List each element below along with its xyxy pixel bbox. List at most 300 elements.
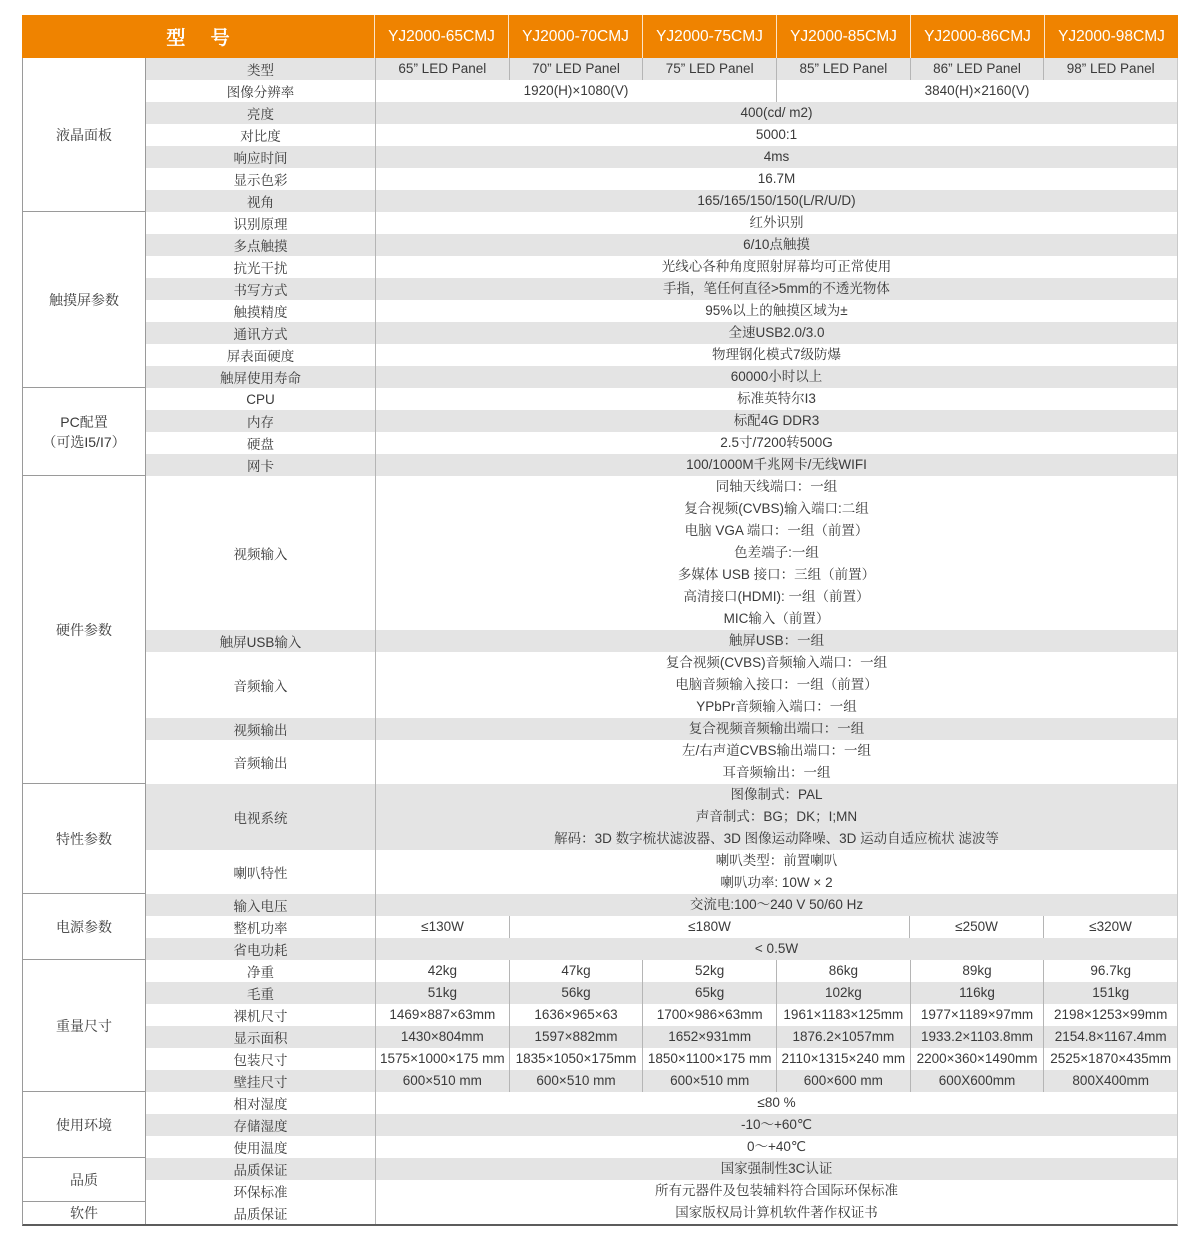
- spec-value-line: 2525×1870×435mm: [1050, 1051, 1172, 1066]
- spec-value-cells: [376, 58, 1177, 80]
- spec-value-cell: [776, 58, 910, 80]
- section-label: [23, 388, 146, 476]
- spec-value-line: < 0.5W: [754, 941, 799, 956]
- spec-value-line: ≤180W: [688, 919, 731, 934]
- section-rows: [146, 960, 1177, 1092]
- spec-value-cells: [376, 982, 1177, 1004]
- spec-value-line: 100/1000M千兆网卡/无线WIFI: [686, 457, 867, 472]
- spec-value-line: 电脑音频输入接口：一组（前置）: [675, 677, 878, 692]
- spec-attr-label: 识别原理: [146, 212, 376, 234]
- spec-value-line: 65” LED Panel: [398, 61, 487, 76]
- spec-value-cell: [376, 1004, 509, 1026]
- spec-value-line: 1430×804mm: [400, 1029, 484, 1044]
- spec-value-cells: [376, 1158, 1177, 1180]
- spec-attr-label: 图像分辨率: [146, 80, 376, 102]
- spec-attr-label: 视频输入: [146, 476, 376, 630]
- spec-value-cells: [376, 630, 1177, 652]
- spec-attr-label: 品质保证: [146, 1158, 376, 1180]
- spec-attr-label: 音频输入: [146, 652, 376, 718]
- spec-section: [23, 894, 1177, 960]
- spec-value-cell: [376, 960, 509, 982]
- spec-row: [146, 102, 1177, 124]
- spec-value-cells: [376, 80, 1177, 102]
- spec-value-cells: [376, 234, 1177, 256]
- spec-value-line: 165/165/150/150(L/R/U/D): [697, 193, 856, 208]
- spec-value-cell: [1043, 1070, 1177, 1092]
- spec-value-line: 左/右声道CVBS输出端口：一组: [681, 743, 871, 758]
- spec-value-line: 95%以上的触摸区域为±: [705, 303, 848, 318]
- spec-value-line: 1597×882mm: [534, 1029, 618, 1044]
- section-label: [23, 1092, 146, 1158]
- spec-value-cell: [376, 432, 1177, 454]
- section-label-line: 触摸屏参数: [49, 291, 119, 308]
- spec-value-cell: [642, 1048, 776, 1070]
- spec-value-cells: [376, 1180, 1177, 1202]
- spec-value-cell: [509, 1048, 643, 1070]
- spec-value-line: 60000小时以上: [730, 369, 823, 384]
- spec-row: [146, 960, 1177, 982]
- spec-value-cell: [910, 1026, 1044, 1048]
- spec-value-line: 600×600 mm: [803, 1073, 883, 1088]
- spec-attr-label: 裸机尺寸: [146, 1004, 376, 1026]
- spec-value-cell: [642, 1070, 776, 1092]
- spec-value-line: MIC输入（前置）: [723, 611, 830, 626]
- header-model-column: YJ2000-86CMJ: [910, 15, 1044, 58]
- spec-value-cell: [376, 476, 1177, 630]
- spec-row: [146, 1070, 1177, 1092]
- spec-attr-label: 电视系统: [146, 784, 376, 850]
- spec-value-cells: [376, 410, 1177, 432]
- section-rows: [146, 58, 1177, 212]
- spec-value-line: 52kg: [695, 963, 725, 978]
- spec-value-line: 1961×1183×125mm: [783, 1007, 904, 1022]
- spec-value-line: 47kg: [561, 963, 591, 978]
- spec-value-line: 2110×1315×240 mm: [781, 1051, 906, 1066]
- spec-value-line: 1835×1050×175mm: [515, 1051, 637, 1066]
- spec-value-cell: [642, 1026, 776, 1048]
- spec-section: [23, 212, 1177, 388]
- section-rows: [146, 388, 1177, 476]
- spec-value-cells: [376, 1114, 1177, 1136]
- spec-row: [146, 432, 1177, 454]
- spec-value-cells: [376, 740, 1177, 784]
- spec-row: [146, 124, 1177, 146]
- spec-row: [146, 168, 1177, 190]
- spec-row: [146, 1092, 1177, 1114]
- section-label-line: 品质: [70, 1171, 98, 1188]
- spec-row: [146, 476, 1177, 630]
- spec-value-cell: [509, 1004, 643, 1026]
- spec-row: [146, 1114, 1177, 1136]
- spec-value-cells: [376, 124, 1177, 146]
- section-label: [23, 960, 146, 1092]
- spec-row: [146, 344, 1177, 366]
- spec-value-line: 5000:1: [755, 127, 798, 142]
- spec-value-cell: [376, 938, 1177, 960]
- spec-value-line: 多媒体 USB 接口：三组（前置）: [677, 567, 876, 582]
- spec-value-cells: [376, 938, 1177, 960]
- spec-value-cells: [376, 960, 1177, 982]
- spec-value-cell: [376, 1070, 509, 1092]
- spec-value-cells: [376, 432, 1177, 454]
- header-model-column: YJ2000-85CMJ: [776, 15, 910, 58]
- spec-value-line: ≤80 %: [757, 1095, 796, 1110]
- spec-value-line: 复合视频(CVBS)输入端口:二组: [684, 501, 869, 516]
- spec-value-line: 75” LED Panel: [665, 61, 754, 76]
- spec-value-line: 1700×986×63mm: [656, 1007, 763, 1022]
- spec-value-line: 1977×1189×97mm: [920, 1007, 1034, 1022]
- spec-value-cell: [376, 300, 1177, 322]
- spec-value-cell: [776, 960, 910, 982]
- spec-attr-label: 视频输出: [146, 718, 376, 740]
- spec-value-line: 600×510 mm: [536, 1073, 616, 1088]
- spec-value-cell: [376, 80, 776, 102]
- spec-value-cell: [376, 1202, 1177, 1224]
- spec-value-cell: [376, 58, 509, 80]
- section-rows: [146, 476, 1177, 784]
- spec-value-cells: [376, 322, 1177, 344]
- spec-attr-label: 通讯方式: [146, 322, 376, 344]
- section-label: [23, 212, 146, 388]
- spec-value-cells: [376, 212, 1177, 234]
- spec-row: [146, 58, 1177, 80]
- spec-attr-label: CPU: [146, 388, 376, 410]
- spec-row: [146, 212, 1177, 234]
- spec-value-line: 耳音频输出：一组: [722, 765, 831, 780]
- spec-value-line: 56kg: [561, 985, 591, 1000]
- section-label: [23, 1202, 146, 1224]
- spec-row: [146, 1158, 1177, 1180]
- section-label-line: 软件: [70, 1205, 98, 1221]
- spec-attr-label: 显示面积: [146, 1026, 376, 1048]
- spec-value-line: 手指，笔任何直径>5mm的不透光物体: [663, 281, 890, 296]
- spec-value-cell: [376, 1158, 1177, 1180]
- spec-row: [146, 1026, 1177, 1048]
- spec-attr-label: 壁挂尺寸: [146, 1070, 376, 1092]
- spec-value-line: 1469×887×63mm: [389, 1007, 496, 1022]
- spec-value-line: 物理钢化模式7级防爆: [711, 347, 841, 362]
- spec-row: [146, 388, 1177, 410]
- spec-value-line: 600X600mm: [938, 1073, 1016, 1088]
- spec-value-line: 1575×1000×175 mm: [380, 1051, 505, 1066]
- spec-attr-label: 网卡: [146, 454, 376, 476]
- spec-value-line: 600×510 mm: [670, 1073, 750, 1088]
- spec-section: [23, 58, 1177, 212]
- section-rows: [146, 894, 1177, 960]
- spec-value-cells: [376, 1092, 1177, 1114]
- spec-value-line: 86kg: [828, 963, 858, 978]
- section-label-line: 使用环境: [56, 1116, 112, 1133]
- spec-attr-label: 音频输出: [146, 740, 376, 784]
- section-label-line: 硬件参数: [56, 621, 112, 638]
- spec-attr-label: 喇叭特性: [146, 850, 376, 894]
- spec-value-line: 复合视频(CVBS)音频输入端口：一组: [665, 655, 888, 670]
- section-rows: [146, 1158, 1177, 1202]
- spec-value-line: 光线心各种角度照射屏幕均可正常使用: [661, 259, 892, 274]
- spec-value-cells: [376, 652, 1177, 718]
- spec-value-cells: [376, 102, 1177, 124]
- spec-row: [146, 1180, 1177, 1202]
- spec-value-line: 电脑 VGA 端口：一组（前置）: [684, 523, 869, 538]
- spec-value-cell: [376, 916, 509, 938]
- header-model-column: YJ2000-65CMJ: [374, 15, 508, 58]
- spec-row: [146, 256, 1177, 278]
- spec-value-line: 96.7kg: [1090, 963, 1131, 978]
- spec-value-line: 国家版权局计算机软件著作权证书: [675, 1205, 878, 1220]
- spec-value-cells: [376, 1136, 1177, 1158]
- spec-value-cell: [376, 1114, 1177, 1136]
- spec-row: [146, 1136, 1177, 1158]
- spec-value-cell: [1043, 960, 1177, 982]
- spec-value-line: 2.5寸/7200转500G: [720, 435, 833, 450]
- spec-attr-label: 输入电压: [146, 894, 376, 916]
- spec-value-cells: [376, 1004, 1177, 1026]
- spec-value-cell: [376, 1092, 1177, 1114]
- spec-value-cell: [376, 894, 1177, 916]
- spec-attr-label: 包装尺寸: [146, 1048, 376, 1070]
- spec-value-cell: [376, 982, 509, 1004]
- spec-value-line: 图像制式：PAL: [730, 787, 823, 802]
- section-rows: [146, 1092, 1177, 1158]
- spec-value-line: 喇叭类型：前置喇叭: [715, 853, 838, 868]
- spec-value-cell: [776, 1004, 910, 1026]
- spec-value-cells: [376, 278, 1177, 300]
- spec-value-line: 同轴天线端口：一组: [715, 479, 838, 494]
- spec-attr-label: 视角: [146, 190, 376, 212]
- section-label-line: 液晶面板: [56, 126, 112, 143]
- spec-value-line: 600×510 mm: [402, 1073, 482, 1088]
- spec-attr-label: 亮度: [146, 102, 376, 124]
- spec-value-cells: [376, 784, 1177, 850]
- spec-row: [146, 300, 1177, 322]
- spec-attr-label: 显示色彩: [146, 168, 376, 190]
- spec-row: [146, 454, 1177, 476]
- spec-value-line: 1920(H)×1080(V): [523, 83, 629, 98]
- spec-attr-label: 使用温度: [146, 1136, 376, 1158]
- spec-value-cell: [509, 1026, 643, 1048]
- spec-row: [146, 784, 1177, 850]
- spec-table: [22, 15, 1178, 1226]
- spec-value-cell: [509, 982, 643, 1004]
- spec-value-line: 89kg: [962, 963, 992, 978]
- spec-value-cell: [376, 718, 1177, 740]
- spec-value-line: 所有元器件及包装辅料符合国际环保标准: [655, 1183, 898, 1198]
- spec-row: [146, 234, 1177, 256]
- spec-row: [146, 80, 1177, 102]
- spec-value-cells: [376, 366, 1177, 388]
- spec-value-cells: [376, 718, 1177, 740]
- spec-value-cell: [376, 146, 1177, 168]
- spec-row: [146, 938, 1177, 960]
- table-header: [22, 15, 1178, 58]
- spec-section: [23, 476, 1177, 784]
- spec-row: [146, 630, 1177, 652]
- section-label-line: PC配置: [60, 413, 108, 430]
- spec-value-line: 复合视频音频输出端口：一组: [688, 721, 865, 736]
- spec-value-line: 高清接口(HDMI): 一组（前置）: [683, 589, 870, 604]
- spec-value-line: 1636×965×63: [534, 1007, 618, 1022]
- spec-value-cell: [376, 850, 1177, 894]
- spec-value-cell: [642, 982, 776, 1004]
- spec-attr-label: 抗光干扰: [146, 256, 376, 278]
- spec-value-cell: [376, 124, 1177, 146]
- spec-attr-label: 存储湿度: [146, 1114, 376, 1136]
- spec-row: [146, 740, 1177, 784]
- spec-value-line: 86” LED Panel: [933, 61, 1021, 76]
- spec-value-line: 2200×360×1490mm: [916, 1051, 1038, 1066]
- spec-section: [23, 1092, 1177, 1158]
- spec-value-cell: [910, 1004, 1044, 1026]
- section-label: [23, 1158, 146, 1202]
- spec-value-cell: [642, 960, 776, 982]
- spec-value-cells: [376, 1048, 1177, 1070]
- spec-value-line: 102kg: [824, 985, 862, 1000]
- spec-section: [23, 1202, 1177, 1224]
- spec-value-line: 2198×1253×99mm: [1054, 1007, 1168, 1022]
- spec-value-cell: [1043, 1026, 1177, 1048]
- spec-value-cell: [1043, 1048, 1177, 1070]
- spec-attr-label: 环保标准: [146, 1180, 376, 1202]
- spec-attr-label: 类型: [146, 58, 376, 80]
- header-model-column: YJ2000-98CMJ: [1044, 15, 1178, 58]
- spec-value-line: -10～+60℃: [740, 1117, 813, 1132]
- spec-value-cell: [776, 1048, 910, 1070]
- spec-value-cell: [376, 102, 1177, 124]
- spec-value-cells: [376, 850, 1177, 894]
- spec-attr-label: 整机功率: [146, 916, 376, 938]
- section-label: [23, 784, 146, 894]
- spec-row: [146, 366, 1177, 388]
- spec-value-cells: [376, 146, 1177, 168]
- spec-value-cell: [376, 344, 1177, 366]
- spec-value-cell: [376, 454, 1177, 476]
- spec-value-line: 2154.8×1167.4mm: [1054, 1029, 1167, 1044]
- spec-value-cells: [376, 388, 1177, 410]
- spec-value-line: ≤320W: [1089, 919, 1132, 934]
- spec-value-cell: [1043, 58, 1177, 80]
- section-label-line: 电源参数: [56, 918, 112, 935]
- spec-attr-label: 省电功耗: [146, 938, 376, 960]
- spec-attr-label: 响应时间: [146, 146, 376, 168]
- spec-row: [146, 322, 1177, 344]
- spec-value-line: 800X400mm: [1072, 1073, 1149, 1088]
- spec-attr-label: 对比度: [146, 124, 376, 146]
- section-label-line: 重量尺寸: [56, 1017, 112, 1034]
- section-label-line: （可选I5/I7）: [42, 433, 126, 450]
- spec-attr-label: 书写方式: [146, 278, 376, 300]
- spec-value-cell: [910, 58, 1044, 80]
- spec-row: [146, 652, 1177, 718]
- spec-value-line: 1933.2×1103.8mm: [921, 1029, 1033, 1044]
- spec-row: [146, 1048, 1177, 1070]
- spec-value-line: 声音制式：BG；DK；I;MN: [695, 809, 858, 824]
- spec-value-cell: [376, 652, 1177, 718]
- spec-value-cell: [776, 1070, 910, 1092]
- spec-value-cell: [376, 212, 1177, 234]
- table-body: [22, 58, 1178, 1226]
- spec-value-cell: [509, 916, 909, 938]
- spec-value-line: 400(cd/ m2): [740, 105, 813, 120]
- spec-value-line: 标准英特尔I3: [737, 391, 816, 406]
- spec-value-cell: [910, 960, 1044, 982]
- spec-value-cell: [376, 410, 1177, 432]
- spec-value-line: 42kg: [427, 963, 457, 978]
- spec-attr-label: 触摸精度: [146, 300, 376, 322]
- spec-value-cell: [376, 322, 1177, 344]
- spec-value-cell: [509, 58, 643, 80]
- header-model-column: YJ2000-70CMJ: [508, 15, 642, 58]
- spec-value-line: 85” LED Panel: [799, 61, 888, 76]
- spec-value-line: 16.7M: [757, 171, 796, 186]
- spec-value-line: 交流电:100～240 V 50/60 Hz: [689, 897, 864, 912]
- spec-value-line: 70” LED Panel: [532, 61, 620, 76]
- spec-value-cell: [376, 1136, 1177, 1158]
- spec-value-line: 1850×1100×175 mm: [647, 1051, 772, 1066]
- header-model-column: YJ2000-75CMJ: [642, 15, 776, 58]
- spec-row: [146, 410, 1177, 432]
- spec-attr-label: 相对湿度: [146, 1092, 376, 1114]
- spec-value-line: ≤130W: [421, 919, 464, 934]
- spec-value-cells: [376, 894, 1177, 916]
- spec-row: [146, 916, 1177, 938]
- spec-row: [146, 278, 1177, 300]
- spec-value-line: YPbPr音频输入端口：一组: [696, 699, 857, 714]
- spec-value-cell: [1043, 982, 1177, 1004]
- spec-value-cells: [376, 190, 1177, 212]
- spec-section: [23, 1158, 1177, 1202]
- spec-value-cell: [910, 982, 1044, 1004]
- section-rows: [146, 784, 1177, 894]
- spec-value-cell: [909, 916, 1043, 938]
- spec-value-cell: [376, 1180, 1177, 1202]
- spec-value-cell: [376, 630, 1177, 652]
- spec-value-cell: [376, 190, 1177, 212]
- spec-value-line: 红外识别: [749, 215, 804, 230]
- spec-value-cells: [376, 168, 1177, 190]
- spec-attr-label: 触屏使用寿命: [146, 366, 376, 388]
- spec-value-cell: [1043, 916, 1177, 938]
- section-label: [23, 58, 146, 212]
- spec-value-line: 4ms: [763, 149, 790, 164]
- spec-value-cell: [642, 58, 776, 80]
- spec-row: [146, 894, 1177, 916]
- spec-attr-label: 触屏USB输入: [146, 630, 376, 652]
- spec-value-cell: [776, 982, 910, 1004]
- spec-row: [146, 850, 1177, 894]
- spec-value-line: 喇叭功率: 10W × 2: [720, 875, 833, 890]
- spec-value-cell: [376, 168, 1177, 190]
- spec-value-cell: [642, 1004, 776, 1026]
- spec-value-line: 全速USB2.0/3.0: [728, 325, 825, 340]
- spec-value-cell: [776, 80, 1177, 102]
- spec-value-cell: [376, 278, 1177, 300]
- spec-attr-label: 毛重: [146, 982, 376, 1004]
- spec-value-line: 国家强制性3C认证: [720, 1161, 833, 1176]
- spec-value-cell: [376, 740, 1177, 784]
- spec-value-line: 98” LED Panel: [1066, 61, 1155, 76]
- spec-row: [146, 190, 1177, 212]
- spec-value-cell: [376, 388, 1177, 410]
- spec-value-line: 色差端子:一组: [734, 545, 819, 560]
- spec-value-cells: [376, 1202, 1177, 1224]
- spec-value-cells: [376, 916, 1177, 938]
- spec-value-line: 1876.2×1057mm: [792, 1029, 895, 1044]
- spec-value-line: 65kg: [695, 985, 725, 1000]
- spec-value-line: 3840(H)×2160(V): [924, 83, 1030, 98]
- spec-value-cell: [376, 366, 1177, 388]
- spec-value-cells: [376, 1070, 1177, 1092]
- spec-value-cell: [776, 1026, 910, 1048]
